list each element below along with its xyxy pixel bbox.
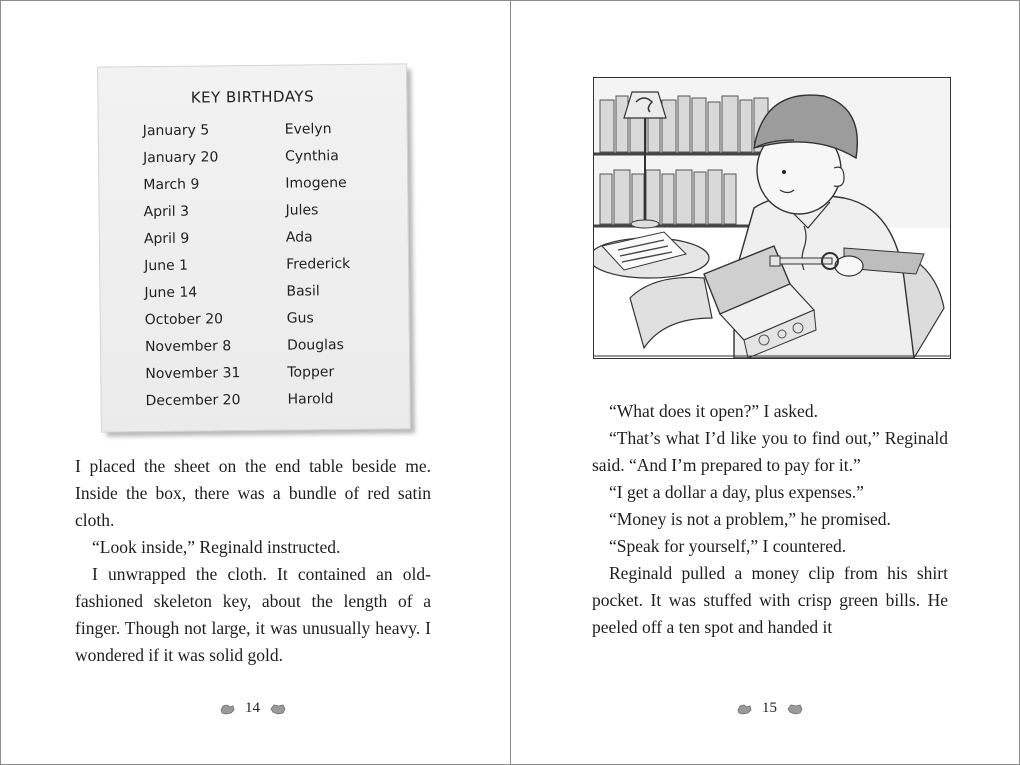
page-number: 14	[245, 700, 260, 716]
right-page-folio	[736, 700, 803, 717]
paragraph: Reginald pulled a money clip from his shirt pocket. It was stuffed with crisp green bills. He peeled off a ten spot and handed it	[592, 563, 948, 637]
birthday-list	[143, 121, 386, 420]
birthday-row	[143, 121, 383, 151]
birthday-row	[145, 310, 385, 340]
birthday-name: Douglas	[286, 337, 344, 354]
birthday-row	[145, 364, 385, 394]
birthday-row	[144, 283, 384, 313]
birthday-date: April 3	[143, 203, 190, 221]
birthday-row	[143, 175, 383, 205]
paragraph: I placed the sheet on the end table beside me. Inside the box, there was a bundle of red satin cloth.	[75, 456, 431, 530]
rock-ornament-icon	[219, 703, 235, 715]
birthday-row	[144, 202, 384, 232]
birthday-name: Evelyn	[284, 121, 332, 138]
birthday-date: November 8	[144, 338, 232, 356]
birthday-name: Imogene	[285, 175, 347, 192]
birthday-date: November 31	[145, 365, 241, 383]
birthday-row	[146, 391, 386, 421]
paragraph: “Speak for yourself,” I countered.	[609, 536, 847, 556]
birthday-name: Ada	[285, 229, 313, 246]
birthday-name: Frederick	[286, 255, 351, 273]
left-page-folio	[219, 700, 286, 717]
birthday-date: June 1	[144, 257, 189, 275]
page-number: 15	[762, 700, 777, 716]
birthday-date: April 9	[143, 230, 190, 248]
paragraph: “I get a dollar a day, plus expenses.”	[609, 482, 864, 502]
birthday-row	[144, 256, 384, 286]
birthday-name: Topper	[287, 364, 335, 381]
birthday-row	[144, 229, 384, 259]
left-page	[1, 1, 510, 764]
boy-with-key-illustration	[593, 77, 951, 359]
birthday-name: Cynthia	[284, 148, 339, 165]
birthday-date: June 14	[144, 284, 198, 302]
paragraph: “Look inside,” Reginald instructed.	[92, 537, 341, 557]
birthday-date: January 5	[142, 122, 210, 140]
note-title: KEY BIRTHDAYS	[190, 87, 315, 107]
birthday-name: Jules	[285, 202, 319, 219]
birthday-date: March 9	[143, 176, 200, 194]
birthday-row	[143, 148, 383, 178]
birthday-date: December 20	[145, 392, 241, 410]
left-body-text	[75, 453, 431, 669]
paragraph: I unwrapped the cloth. It contained an old-fashioned skeleton key, about the length of a finger. Though not large, it was unusually heavy. I wondered if it was solid gold.	[75, 564, 431, 665]
rock-ornament-icon	[270, 703, 286, 715]
birthday-date: January 20	[142, 149, 219, 167]
paragraph: “What does it open?” I asked.	[609, 401, 818, 421]
paragraph: “Money is not a problem,” he promised.	[609, 509, 891, 529]
rock-ornament-icon	[787, 703, 803, 715]
birthday-name: Basil	[286, 283, 320, 300]
paragraph: “That’s what I’d like you to find out,” Reginald said. “And I’m prepared to pay for it.”	[592, 428, 948, 475]
birthday-note-card	[97, 63, 411, 432]
birthday-name: Harold	[287, 391, 334, 408]
right-body-text	[592, 398, 948, 641]
birthday-row	[145, 337, 385, 367]
right-page	[511, 1, 1019, 764]
rock-ornament-icon	[736, 703, 752, 715]
birthday-date: October 20	[144, 311, 224, 329]
birthday-name: Gus	[286, 310, 314, 327]
